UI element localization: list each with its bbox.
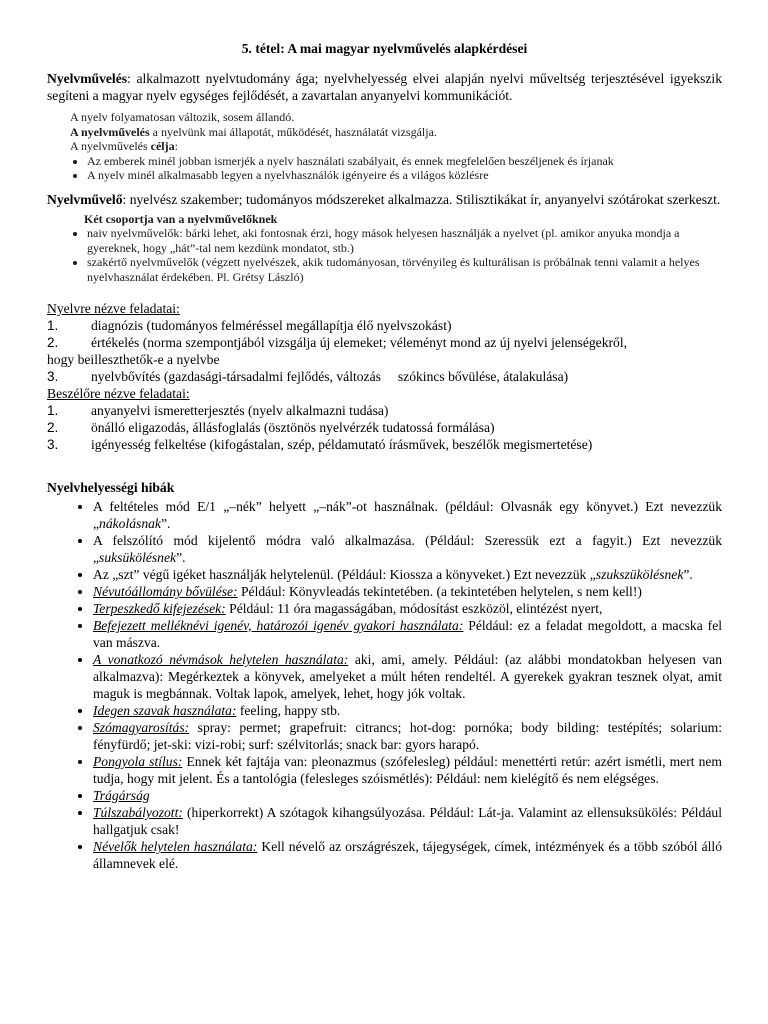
item-term: szukszükölésnek	[595, 567, 684, 582]
excerpt-bullet-list	[70, 226, 722, 284]
item-text: (hiperkorrekt) A szótagok kihangsúlyozása. Például: Lát-ja. Valamint az ellensuksükölés: Például hallgatjuk csak!	[93, 805, 722, 837]
item-text: Az „szt” végű igéket használják helytelenül. (Például: Kiossza a könyveket.) Ezt nevezzük „	[93, 567, 596, 582]
list-item	[93, 651, 722, 702]
item-number: 1.	[47, 403, 59, 418]
item-text: nyelvbővítés (gazdasági-társadalmi fejlődés, változás szókincs bővülése, átalakulása)	[91, 369, 569, 384]
item-text: Például: 11 óra magasságában, módosítást eszközöl, elintézést nyert,	[225, 601, 603, 616]
list-item	[93, 838, 722, 872]
item-text: feeling, happy stb.	[236, 703, 341, 718]
definition-text: : nyelvész szakember; tudományos módszereket alkalmazza. Stilisztikákat ír, anyanyelvi szótárokat szerkeszt.	[122, 191, 721, 207]
item-text: önálló eligazodás, állásfoglalás (ösztönös nyelvérzék tudatossá formálása)	[91, 420, 495, 435]
excerpt-bullet-list	[70, 154, 722, 183]
list-item	[47, 334, 722, 351]
list-item: • Az emberek minél jobban ismerjék a nyelv használati szabályait, és ennek megfelelően beszéljenek és írjanak	[87, 154, 722, 169]
item-term: nákolásnak	[99, 516, 161, 531]
error-bullet-list	[47, 498, 722, 872]
list-item	[93, 532, 722, 566]
item-label: Terpeszkedő kifejezések:	[93, 601, 226, 616]
list-item	[47, 402, 722, 419]
list-item: • szakértő nyelvművelők (végzett nyelvészek, akik tudományosan, törvényileg és kulturálisan is próbálnak tenni valamit a helyes nyelvhasználat érdekében. Pl. Grétsy László)	[87, 255, 722, 284]
item-label: Névutóállomány bővülése:	[93, 584, 238, 599]
inserted-excerpt-1	[70, 110, 722, 183]
excerpt-line	[70, 139, 722, 154]
list-item	[93, 617, 722, 651]
list-item: • naiv nyelvművelők: bárki lehet, aki fontosnak érzi, hogy mások helyesen használják a nyelvet (pl. amikor anyuka mondja a gyereknek, hogy „hát”-tal nem kezdünk mondatot, stb.)	[87, 226, 722, 255]
item-text: A felszólító mód kijelentő módra való alkalmazása. (Például: Szeressük ezt a fagyit.) Ezt nevezzük „	[93, 533, 722, 565]
page-title: 5. tétel: A mai magyar nyelvművelés alapkérdései	[241, 41, 528, 56]
item-text: Kell névelő az országrészek, tájegységek, címek, intézmények és a több szóból álló államnevek elé.	[93, 839, 723, 871]
numbered-list-nyelvre	[47, 317, 722, 385]
excerpt-text: A nyelvművelés	[70, 139, 151, 153]
item-label: Befejezett melléknévi igenév, határozói igenév gyakori használata:	[93, 618, 464, 633]
item-continuation: hogy beilleszthetők-e a nyelvbe	[47, 352, 220, 367]
list-item	[93, 498, 722, 532]
inserted-excerpt-2	[70, 212, 722, 285]
item-number: 3.	[47, 369, 59, 384]
item-label: A vonatkozó névmások helytelen használata:	[93, 652, 349, 667]
list-item	[47, 436, 722, 453]
excerpt-line	[70, 125, 722, 140]
section-heading-nyelvre: Nyelvre nézve feladatai:	[47, 301, 180, 316]
list-item	[93, 719, 722, 753]
excerpt-line: A nyelv folyamatosan változik, sosem állandó.	[70, 110, 295, 124]
list-item	[93, 600, 722, 617]
item-label: Trágárság	[93, 788, 150, 803]
list-item	[93, 702, 722, 719]
list-item	[93, 787, 722, 804]
section-heading-beszelore: Beszélőre nézve feladatai:	[47, 386, 190, 401]
excerpt-text: a nyelvünk mai állapotát, működését, használatát vizsgálja.	[149, 124, 437, 139]
item-text: Ennek két fajtája van: pleonazmus (szófelesleg) például: menettérti retúr: azért ismétli, mert nem tudja, hogy mit jelent. És a tantológia (felesleges szóismétlés): Például: nem kielégítő és nem elégséges.	[93, 754, 723, 786]
item-text: spray: permet; grapefruit: citrancs; hot-dog: pornóka; body bilding: testépítés; solarium: fényfürdő; jet-ski: vizi-robi; surf: szélvitorlás; snack bar: gyors harapó.	[93, 720, 722, 752]
item-text: aki, ami, amely. Például: (az alábbi mondatokban helyesen van alkalmazva): Megérkeztek a könyvek, amelyeket a múlt héten rendeltél. A gyerekek gyakran tesznek olyat, amit maguk is megbánnak. Voltak lapok, amelyek, lehet, hogy jók voltak.	[93, 652, 722, 701]
item-text: A feltételes mód E/1 „–nék” helyett „–nák”-ot használnak. (például: Olvasnák egy könyvet.) Ezt nevezzük „	[93, 499, 722, 531]
item-number: 1.	[47, 318, 59, 333]
document-content	[47, 40, 722, 872]
excerpt-text: :	[174, 139, 178, 153]
item-label: Névelők helytelen használata:	[93, 839, 258, 854]
definition-nyelvmuveles	[47, 70, 722, 104]
section-heading-hibak: Nyelvhelyességi hibák	[47, 480, 175, 495]
list-item: • A nyelv minél alkalmasabb legyen a nyelvhasználók igényeire és a világos közlésre	[87, 168, 722, 183]
item-text: anyanyelvi ismeretterjesztés (nyelv alkalmazni tudása)	[91, 403, 389, 418]
item-label: Pongyola stílus:	[93, 754, 183, 769]
list-item	[93, 753, 722, 787]
list-item	[93, 583, 722, 600]
item-label: Túlszabályozott:	[93, 805, 183, 820]
excerpt-heading: Két csoportja van a nyelvművelőknek	[84, 211, 278, 226]
item-text: értékelés (norma szempontjából vizsgálja új elemeket; véleményt mond az új nyelvi jelenségekről,	[91, 335, 628, 350]
list-item	[47, 368, 722, 385]
item-term: suksükölésnek	[99, 550, 177, 565]
item-text: Például: Könyvleadás tekintetében. (a tekintetében helytelen, s nem kell!)	[237, 584, 642, 599]
list-item	[47, 317, 722, 334]
item-text: ”.	[176, 550, 186, 565]
term-nyelvmuveles: Nyelvművelés	[47, 71, 128, 86]
item-number: 3.	[47, 437, 59, 452]
item-label: Idegen szavak használata:	[93, 703, 237, 718]
list-item	[93, 804, 722, 838]
definition-nyelvmuvelo	[47, 191, 722, 208]
numbered-list-beszelore	[47, 402, 722, 453]
item-text: diagnózis (tudományos felméréssel megállapítja élő nyelvszokást)	[91, 318, 452, 333]
item-label: Szómagyarosítás:	[93, 720, 190, 735]
list-item	[93, 566, 722, 583]
item-text: Például: ez a feladat megoldott, a macska fel van mászva.	[93, 618, 722, 650]
term-nyelvmuvelo: Nyelvművelő	[47, 191, 123, 207]
excerpt-bold: célja	[150, 139, 175, 153]
item-text: igényesség felkeltése (kifogástalan, szép, példamutató írásművek, beszélők megismertetése)	[91, 437, 593, 452]
item-text: ”.	[160, 516, 171, 531]
item-number: 2.	[47, 420, 59, 435]
item-number: 2.	[47, 335, 59, 350]
item-text: ”.	[683, 567, 693, 582]
list-item	[47, 419, 722, 436]
excerpt-bold: A nyelvművelés	[70, 124, 150, 139]
definition-text: : alkalmazott nyelvtudomány ága; nyelvhelyesség elvei alapján nyelvi műveltség terjesztésével igyekszik segíteni a magyar nyelv egységes fejlődését, a zavartalan anyanyelvi kommunikációt.	[47, 71, 722, 103]
